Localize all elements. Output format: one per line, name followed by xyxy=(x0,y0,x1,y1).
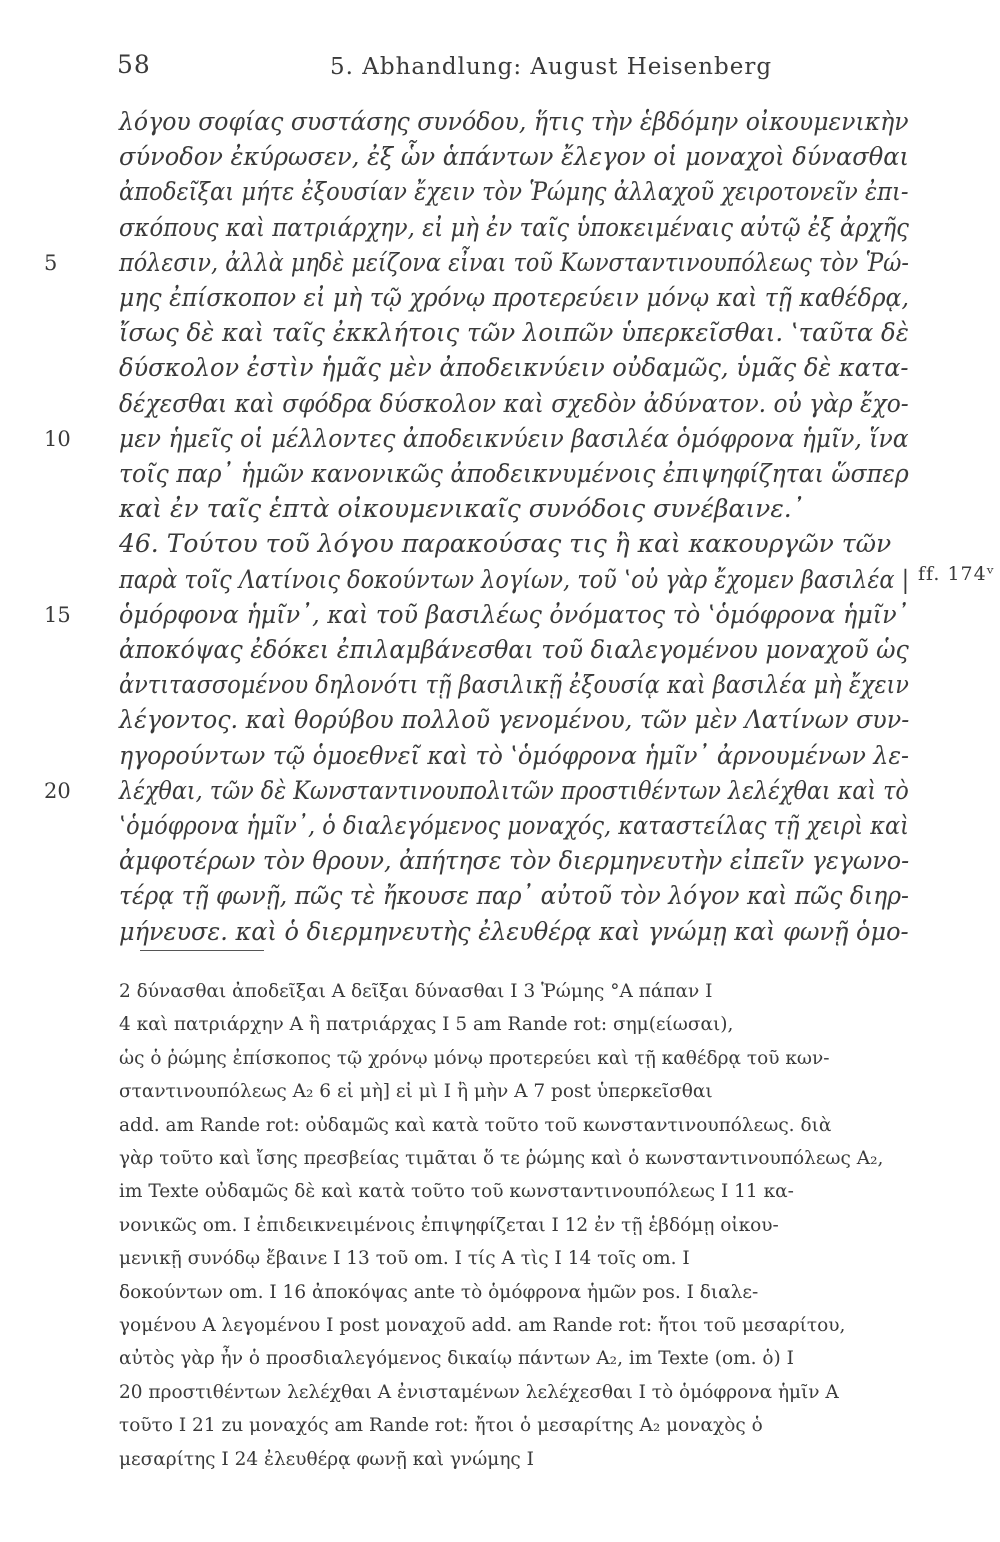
text-line xyxy=(0,172,1000,212)
apparatus-line: μενικῇ συνόδῳ ἔβαινε I 13 τοῦ om. I τίς A τὶς I 14 τοῖς om. I xyxy=(119,1248,690,1270)
apparatus-line: im Texte οὐδαμῶς δὲ καὶ κατὰ τοῦτο τοῦ κωνσταντινουπόλεως I 11 κα- xyxy=(119,1181,794,1203)
line-text: λέγοντος. καὶ θορύβου πολλοῦ γενομένου, τῶν μὲν Λατίνων συν- xyxy=(119,705,910,735)
text-line xyxy=(0,384,1000,424)
line-text: μήνευσε. καὶ ὁ διερμηνευτὴς ἐλευθέρᾳ καὶ γνώμῃ καὶ φωνῇ ὁμο- xyxy=(119,916,909,946)
text-line xyxy=(0,876,1000,916)
text-line xyxy=(0,278,1000,318)
text-line xyxy=(0,313,1000,353)
text-line xyxy=(0,630,1000,670)
apparatus-line: ὡς ὁ ῥώμης ἐπίσκοπος τῷ χρόνῳ μόνῳ προτερεύει καὶ τῇ καθέδρᾳ τοῦ κων- xyxy=(119,1047,830,1069)
apparatus-line: γὰρ τοῦτο καὶ ἴσης πρεσβείας τιμᾶται ὅ τε ῥώμης καὶ ὁ κωνσταντινουπόλεως A₂, xyxy=(119,1148,884,1169)
apparatus-line: add. am Rande rot: οὐδαμῶς καὶ κατὰ τοῦτο τοῦ κωνσταντινουπόλεως. διὰ xyxy=(119,1114,832,1136)
line-text: καὶ ἐν ταῖς ἑπτὰ οἰκουμενικαῖς συνόδοις συνέβαινε.᾽ xyxy=(119,494,805,524)
text-line xyxy=(0,489,1000,529)
apparatus-line: 2 δύνασθαι ἀποδεῖξαι A δεῖξαι δύνασθαι I 3 Ῥώμης °A πάπαν I xyxy=(119,981,713,1002)
apparatus-line: νονικῶς om. I ἐπιδεικνειμένοις ἐπιψηφίζεται I 12 ἐν τῇ ἑβδόμῃ οἰκου- xyxy=(119,1214,779,1236)
line-number: 15 xyxy=(44,602,71,627)
text-line xyxy=(0,137,1000,177)
page-header xyxy=(0,50,1000,90)
text-line xyxy=(0,665,1000,705)
line-text: δύσκολον ἐστὶν ἡμᾶς μὲν ἀποδεικνύειν οὐδαμῶς, ὑμᾶς δὲ κατα- xyxy=(119,353,909,383)
line-text: σκόπους καὶ πατριάρχην, εἰ μὴ ἐν ταῖς ὑποκειμέναις αὐτῷ ἐξ ἀρχῆς xyxy=(119,212,909,242)
line-text: πόλεσιν, ἀλλὰ μηδὲ μείζονα εἶναι τοῦ Κωνσταντινουπόλεως τὸν Ῥώ- xyxy=(119,247,909,277)
line-text: τέρᾳ τῇ φωνῇ, πῶς τὲ ἤκουσε παρ᾽ αὐτοῦ τὸν λόγον καὶ πῶς διηρ- xyxy=(119,881,909,911)
text-line xyxy=(0,736,1000,776)
text-line xyxy=(0,595,1000,635)
footnote-divider xyxy=(140,950,264,951)
margin-folio-note: ff. 174ᵛ xyxy=(918,563,995,585)
text-line xyxy=(0,243,1000,283)
text-line xyxy=(0,841,1000,881)
text-line xyxy=(0,560,1000,600)
line-text: ἀμφοτέρων τὸν θρουν, ἀπήτησε τὸν διερμηνευτὴν εἰπεῖν γεγωνο- xyxy=(119,846,910,876)
line-text: μης ἐπίσκοπον εἰ μὴ τῷ χρόνῳ προτερεύειν μόνῳ καὶ τῇ καθέδρᾳ, xyxy=(119,283,909,312)
line-text: ηγορούντων τῷ ὁμοεθνεῖ καὶ τὸ ‛ὁμόφρονα ἡμῖν᾽ ἀρνουμένων λε- xyxy=(119,740,910,770)
line-text: ἴσως δὲ καὶ ταῖς ἐκκλήτοις τῶν λοιπῶν ὑπερκεῖσθαι. ‛ταῦτα δὲ xyxy=(119,318,909,348)
text-line xyxy=(0,912,1000,952)
apparatus-line: αὐτὸς γὰρ ἦν ὁ προσδιαλεγόμενος δικαίῳ πάντων A₂, im Texte (om. ὁ) I xyxy=(119,1348,794,1370)
line-text: τοῖς παρ᾽ ἡμῶν κανονικῶς ἀποδεικνυμένοις ἐπιψηφίζηται ὥσπερ xyxy=(119,459,909,488)
text-line xyxy=(0,454,1000,494)
line-text: δέχεσθαι καὶ σφόδρα δύσκολον καὶ σχεδὸν ἀδύνατον. οὐ γὰρ ἔχο- xyxy=(119,388,909,418)
line-text: μεν ἡμεῖς οἱ μέλλοντες ἀποδεικνύειν βασιλέα ὁμόφρονα ἡμῖν, ἵνα xyxy=(119,423,909,453)
line-text: λόγου σοφίας συστάσης συνόδου, ἥτις τὴν ἑβδόμην οἰκουμενικὴν xyxy=(119,107,909,136)
apparatus-line: 4 καὶ πατριάρχην A ἢ πατριάρχας I 5 am Rande rot: σημ(είωσαι), xyxy=(119,1014,734,1036)
line-text: ὁμόρφονα ἡμῖν᾽, καὶ τοῦ βασιλέως ὀνόματος τὸ ‛ὁμόφρονα ἡμῖν᾽ xyxy=(119,599,909,629)
line-text: παρὰ τοῖς Λατίνοις δοκούντων λογίων, τοῦ ‛οὐ γὰρ ἔχομεν βασιλέα | xyxy=(119,564,910,594)
text-line xyxy=(0,348,1000,388)
line-number: 5 xyxy=(44,250,58,275)
apparatus-line: σταντινουπόλεως A₂ 6 εἰ μὴ] εἰ μὶ I ἢ μὴν A 7 post ὑπερκεῖσθαι xyxy=(119,1081,713,1103)
text-line xyxy=(0,419,1000,459)
apparatus-line: γομένου A λεγομένου I post μοναχοῦ add. am Rande rot: ἤτοι τοῦ μεσαρίτου, xyxy=(119,1315,846,1336)
text-line xyxy=(0,208,1000,248)
line-number: 10 xyxy=(44,426,71,451)
line-text: 46. Τούτου τοῦ λόγου παρακούσας τις ἢ καὶ κακουργῶν τῶν xyxy=(119,529,892,559)
text-line xyxy=(0,806,1000,846)
running-title: 5. Abhandlung: August Heisenberg xyxy=(330,54,773,80)
text-line xyxy=(0,524,1000,564)
line-text: ‛ὁμόφρονα ἡμῖν᾽, ὁ διαλεγόμενος μοναχός, καταστείλας τῇ χειρὶ καὶ xyxy=(119,811,909,840)
apparatus-line: μεσαρίτης I 24 ἐλευθέρᾳ φωνῇ καὶ γνώμης I xyxy=(119,1448,534,1470)
apparatus-line: τοῦτο I 21 zu μοναχός am Rande rot: ἤτοι ὁ μεσαρίτης A₂ μοναχὸς ὁ xyxy=(119,1415,763,1437)
line-text: λέχθαι, τῶν δὲ Κωνσταντινουπολιτῶν προστιθέντων λελέχθαι καὶ τὸ xyxy=(119,775,909,805)
apparatus-line: δοκούντων om. I 16 ἀποκόψας ante τὸ ὁμόφρονα ἡμῶν pos. I διαλε- xyxy=(119,1281,759,1303)
apparatus-line: 20 προστιθέντων λελέχθαι A ἐνισταμένων λελέχεσθαι I τὸ ὁμόφρονα ἡμῖν A xyxy=(119,1381,839,1403)
line-text: ἀποδεῖξαι μήτε ἐξουσίαν ἔχειν τὸν Ῥώμης ἀλλαχοῦ χειροτονεῖν ἐπι- xyxy=(119,177,909,207)
text-line xyxy=(0,700,1000,740)
text-line xyxy=(0,771,1000,811)
line-text: ἀποκόψας ἐδόκει ἐπιλαμβάνεσθαι τοῦ διαλεγομένου μοναχοῦ ὡς xyxy=(119,635,909,664)
line-number: 20 xyxy=(44,778,71,803)
line-text: σύνοδον ἐκύρωσεν, ἐξ ὧν ἁπάντων ἔλεγον οἱ μοναχοὶ δύνασθαι xyxy=(119,142,909,172)
page-number: 58 xyxy=(117,50,151,79)
line-text: ἀντιτασσομένου δηλονότι τῇ βασιλικῇ ἐξουσίᾳ καὶ βασιλέα μὴ ἔχειν xyxy=(119,670,909,700)
text-line xyxy=(0,102,1000,142)
